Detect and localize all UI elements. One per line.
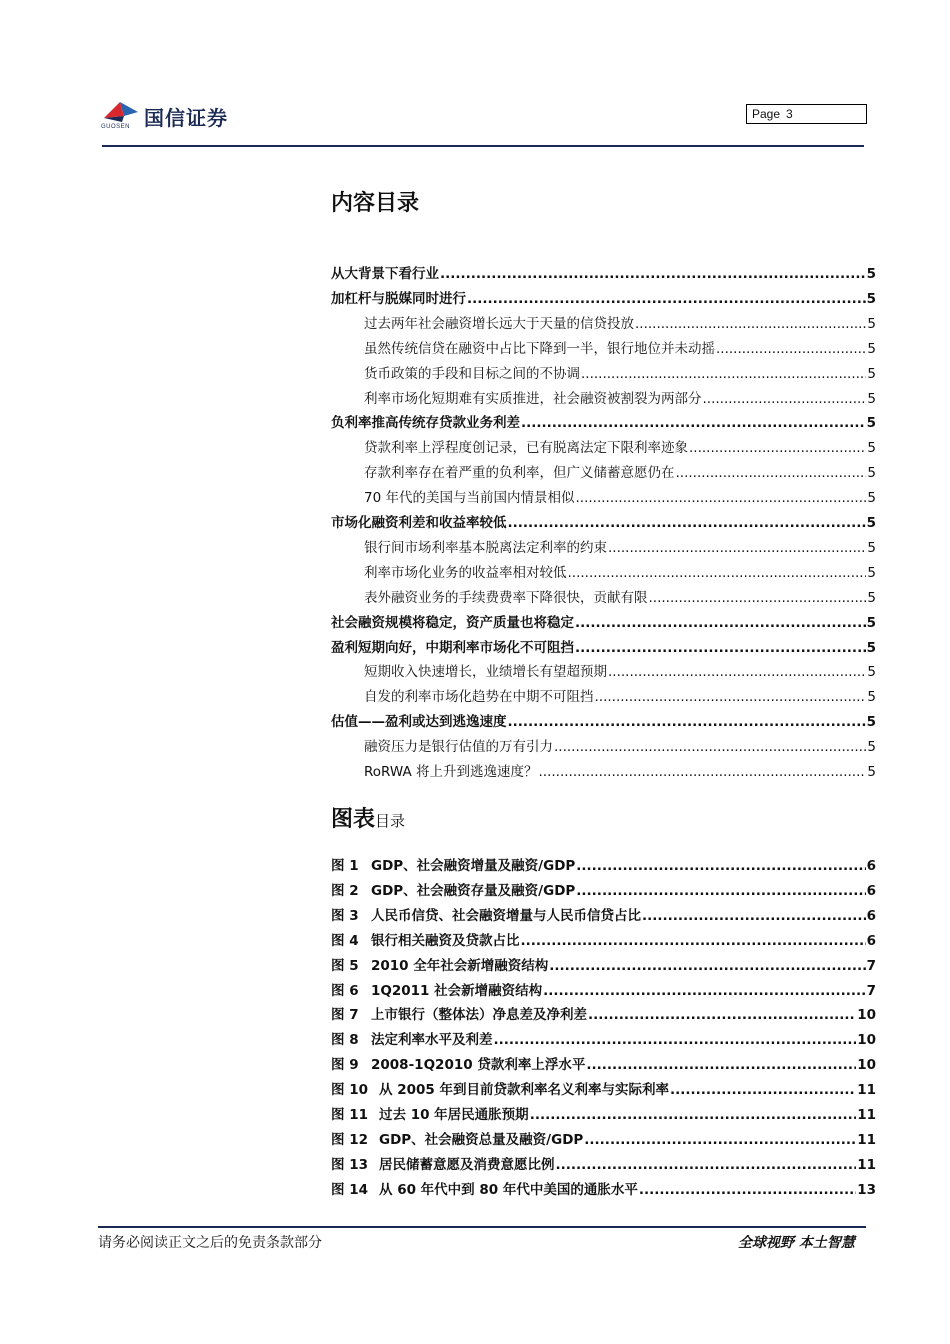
dot-leader <box>716 339 866 359</box>
footer-divider <box>98 1226 866 1228</box>
toc-subentry[interactable] <box>364 538 876 558</box>
toc-entry-page: 5 <box>866 266 876 282</box>
figure-entry[interactable] <box>331 1030 876 1050</box>
dot-leader <box>676 463 867 483</box>
toc-entry-text: 存款利率存在着严重的负利率，但广义储蓄意愿仍在 <box>364 465 675 482</box>
dot-leader <box>642 906 866 926</box>
dot-leader <box>581 364 866 384</box>
figure-entry[interactable] <box>331 881 876 901</box>
dot-leader <box>639 1180 856 1200</box>
toc-entry[interactable] <box>331 264 876 284</box>
dot-leader <box>689 438 866 458</box>
toc-entry-text: 加杠杆与脱媒同时进行 <box>331 290 466 307</box>
toc-entry-text: 负利率推高传统存贷款业务利差 <box>331 415 520 432</box>
figure-entry[interactable] <box>331 1080 876 1100</box>
toc-subentry[interactable] <box>364 588 876 608</box>
toc-entry[interactable] <box>331 289 876 309</box>
figure-entry-label: 图 11 <box>331 1107 368 1123</box>
logo-subtext: GUOSEN <box>101 124 131 130</box>
dot-leader <box>568 563 867 583</box>
figure-entry-text: 上市银行（整体法）净息差及净利差 <box>371 1007 587 1024</box>
dot-leader <box>703 389 867 409</box>
toc-entry-page: 5 <box>867 564 876 581</box>
figure-entry-page: 7 <box>866 982 876 999</box>
figure-entry-text: GDP、社会融资总量及融资/GDP <box>379 1131 584 1148</box>
toc-subentry[interactable] <box>364 762 876 782</box>
toc-subentry[interactable] <box>364 563 876 583</box>
figure-entry-label: 图 14 <box>331 1181 368 1198</box>
toc-title: 内容目录 <box>331 191 420 216</box>
toc-subentry[interactable] <box>364 463 876 483</box>
toc-entry-page: 5 <box>867 440 876 457</box>
toc-entry-text: 估值——盈利或达到逃逸速度 <box>331 714 507 731</box>
toc-entry-text: 自发的利率市场化趋势在中期不可阻挡 <box>364 689 594 706</box>
toc-entry-page: 5 <box>867 689 876 706</box>
toc-subentry[interactable] <box>364 438 876 458</box>
toc-entry-text: 70 年代的美国与当前国内情景相似 <box>364 490 575 507</box>
figure-entry-page: 7 <box>866 957 876 974</box>
figure-entry-text: GDP、社会融资增量及融资/GDP <box>371 858 576 874</box>
company-logo <box>100 100 250 136</box>
toc-subentry[interactable] <box>364 737 876 757</box>
dot-leader <box>556 1155 857 1175</box>
toc-entry-text: 虽然传统信贷在融资中占比下降到一半，银行地位并未动摇 <box>364 340 715 357</box>
figure-entry-label: 图 10 <box>331 1082 368 1099</box>
figure-list-title-main: 图表 <box>331 807 376 832</box>
figure-entry[interactable] <box>331 1180 876 1200</box>
toc-subentry[interactable] <box>364 488 876 508</box>
toc-subentry[interactable] <box>364 662 876 682</box>
dot-leader <box>608 538 866 558</box>
figure-entry-page: 10 <box>857 1032 876 1049</box>
dot-leader <box>467 289 866 309</box>
figure-entry-text: 从 2005 年到目前贷款利率名义利率与实际利率 <box>379 1082 669 1099</box>
toc-entry-text: RoRWA 将上升到逃逸速度？ <box>364 764 538 780</box>
dot-leader <box>575 638 866 658</box>
toc-entry-text: 盈利短期向好，中期利率市场化不可阻挡 <box>331 639 574 656</box>
figure-entry-label: 图 6 <box>331 982 359 999</box>
figure-entry[interactable] <box>331 981 876 1001</box>
toc-entry-page: 5 <box>867 390 876 407</box>
figure-entry-label: 图 2 <box>331 882 359 899</box>
figure-entry-label: 图 5 <box>331 957 359 974</box>
figure-entry-text: 从 60 年代中到 80 年代中美国的通胀水平 <box>379 1181 638 1198</box>
logo-mark-icon <box>100 100 140 126</box>
toc-subentry[interactable] <box>364 314 876 334</box>
toc-subentry[interactable] <box>364 687 876 707</box>
figure-entry-page: 11 <box>857 1082 876 1099</box>
toc-entry-page: 5 <box>867 739 876 756</box>
figure-entry-text: 居民储蓄意愿及消费意愿比例 <box>379 1156 555 1173</box>
header-divider <box>102 145 864 147</box>
figure-entry-text: 银行相关融资及贷款占比 <box>371 932 520 949</box>
figure-entry[interactable] <box>331 906 876 926</box>
toc-entry[interactable] <box>331 712 876 732</box>
toc-entry-text: 货币政策的手段和目标之间的不协调 <box>364 365 580 382</box>
dot-leader <box>584 1130 856 1150</box>
figure-entry-label: 图 12 <box>331 1131 368 1148</box>
toc-entry-text: 短期收入快速增长，业绩增长有望超预期 <box>364 664 607 681</box>
dot-leader <box>635 314 866 334</box>
toc-entry-page: 5 <box>866 714 876 731</box>
toc-entry-page: 5 <box>867 365 876 382</box>
dot-leader <box>575 613 866 633</box>
figure-entry-page: 13 <box>857 1181 876 1198</box>
figure-entry-page: 10 <box>857 1007 876 1024</box>
dot-leader <box>494 1030 857 1050</box>
page-label: Page <box>752 107 781 121</box>
figure-entry-text: 1Q2011 社会新增融资结构 <box>371 982 543 999</box>
toc-entry-page: 5 <box>867 664 876 681</box>
dot-leader <box>575 488 866 508</box>
dot-leader <box>539 762 867 782</box>
figure-entry-label: 图 13 <box>331 1156 368 1173</box>
dot-leader <box>521 413 866 433</box>
toc-entry-text: 贷款利率上浮程度创记录，已有脱离法定下限利率迹象 <box>364 440 688 457</box>
dot-leader <box>588 1005 856 1025</box>
dot-leader <box>649 588 867 608</box>
figure-entry[interactable] <box>331 1105 876 1125</box>
toc-entry-text: 过去两年社会融资增长远大于天量的信贷投放 <box>364 315 634 332</box>
figure-entry-text: 法定利率水平及利差 <box>371 1032 493 1049</box>
toc-entry-text: 融资压力是银行估值的万有引力 <box>364 739 553 756</box>
toc-entry-page: 5 <box>866 415 876 432</box>
dot-leader <box>586 1055 856 1075</box>
figure-entry-page: 6 <box>866 858 876 874</box>
figure-entry-page: 10 <box>857 1057 876 1074</box>
toc-entry[interactable] <box>331 413 876 433</box>
figure-entry-label: 图 7 <box>331 1007 359 1024</box>
dot-leader <box>549 956 865 976</box>
page-indicator <box>746 104 867 124</box>
toc-entry[interactable] <box>331 638 876 658</box>
figure-entry[interactable] <box>331 1155 876 1175</box>
dot-leader <box>595 687 867 707</box>
toc-entry-page: 5 <box>866 290 876 307</box>
figure-entry-label: 图 9 <box>331 1057 359 1074</box>
logo-name: 国信证券 <box>144 106 228 130</box>
toc-entry-text: 表外融资业务的手续费费率下降很快，贡献有限 <box>364 589 648 606</box>
toc-entry-text: 从大背景下看行业 <box>331 266 439 282</box>
dot-leader <box>521 931 866 951</box>
figure-entry[interactable] <box>331 1005 876 1025</box>
dot-leader <box>554 737 866 757</box>
figure-entry-page: 11 <box>857 1131 876 1148</box>
figure-entry[interactable] <box>331 856 876 876</box>
figure-entry-label: 图 8 <box>331 1032 359 1049</box>
toc-entry-page: 5 <box>867 315 876 332</box>
toc-subentry[interactable] <box>364 364 876 384</box>
figure-entry-page: 11 <box>857 1156 876 1173</box>
figure-entry-text: 2008-1Q2010 贷款利率上浮水平 <box>371 1057 586 1074</box>
toc-entry-page: 5 <box>867 539 876 556</box>
toc-entry-page: 5 <box>867 589 876 606</box>
figure-entry-page: 6 <box>866 907 876 924</box>
figure-entry-text: 2010 全年社会新增融资结构 <box>371 957 549 974</box>
dot-leader <box>543 981 865 1001</box>
dot-leader <box>670 1080 856 1100</box>
figure-entry[interactable] <box>331 956 876 976</box>
figure-entry-text: 过去 10 年居民通胀预期 <box>379 1107 529 1123</box>
figure-entry-page: 11 <box>857 1107 876 1123</box>
figure-list-title-sub: 目录 <box>375 812 406 830</box>
dot-leader <box>440 264 866 284</box>
figure-entry-page: 6 <box>866 882 876 899</box>
figure-entry-label: 图 4 <box>331 932 359 949</box>
figure-entry[interactable] <box>331 1130 876 1150</box>
toc-entry-page: 5 <box>867 340 876 357</box>
figure-list-title <box>331 802 405 833</box>
toc-entry-page: 5 <box>866 639 876 656</box>
footer-slogan: 全球视野 本土智慧 <box>738 1235 855 1251</box>
toc-entry[interactable] <box>331 613 876 633</box>
figure-entry-label: 图 3 <box>331 907 359 924</box>
toc-entry[interactable] <box>331 513 876 533</box>
figure-entry-label: 图 1 <box>331 858 359 874</box>
toc-entry-page: 5 <box>867 764 876 780</box>
toc-entry-text: 市场化融资利差和收益率较低 <box>331 515 507 531</box>
dot-leader <box>508 712 866 732</box>
toc-subentry[interactable] <box>364 389 876 409</box>
figure-entry-text: 人民币信贷、社会融资增量与人民币信贷占比 <box>371 907 641 924</box>
toc-entry-page: 5 <box>866 614 876 631</box>
figure-entry-text: GDP、社会融资存量及融资/GDP <box>371 882 576 899</box>
toc-entry-text: 利率市场化业务的收益率相对较低 <box>364 564 567 581</box>
toc-entry-text: 银行间市场利率基本脱离法定利率的约束 <box>364 539 607 556</box>
figure-entry-page: 6 <box>866 932 876 949</box>
toc-entry-page: 5 <box>867 490 876 507</box>
toc-entry-page: 5 <box>866 515 876 531</box>
dot-leader <box>608 662 866 682</box>
dot-leader <box>530 1105 857 1125</box>
toc-entry-text: 利率市场化短期难有实质推进，社会融资被割裂为两部分 <box>364 390 702 407</box>
toc-subentry[interactable] <box>364 339 876 359</box>
dot-leader <box>576 856 865 876</box>
footer-disclaimer: 请务必阅读正文之后的免责条款部分 <box>98 1235 322 1251</box>
toc-entry-page: 5 <box>867 465 876 482</box>
page-number: 3 <box>786 107 793 121</box>
dot-leader <box>576 881 865 901</box>
dot-leader <box>508 513 866 533</box>
figure-entry[interactable] <box>331 931 876 951</box>
figure-entry[interactable] <box>331 1055 876 1075</box>
toc-entry-text: 社会融资规模将稳定，资产质量也将稳定 <box>331 614 574 631</box>
